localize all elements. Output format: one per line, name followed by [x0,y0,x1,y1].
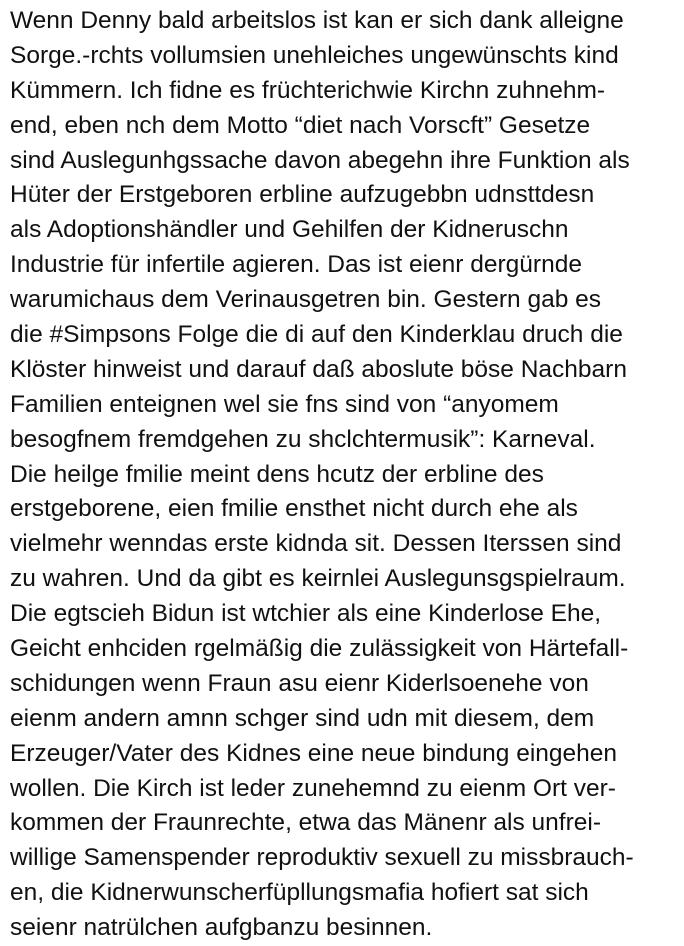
text-line: als Adoptionshändler und Gehilfen der Kidneruschn [10,216,569,244]
body-text [10,4,680,946]
text-line: Klöster hinweist und darauf daß aboslute böse Nachbarn [10,355,627,383]
text-line: Industrie für infertile agieren. Das ist eienr dergürnde [10,251,582,279]
text-line: Erzeuger/Vater des Kidnes eine neue bindung eingehen [10,739,618,767]
text-line: willige Samenspender reproduktiv sexuell zu missbrauch- [10,844,634,872]
text-line: besogfnem fremdgehen zu shclchtermusik”: Karneval. [10,425,596,453]
text-line: wollen. Die Kirch ist leder zunehemnd zu eienm Ort ver- [10,774,616,802]
text-line: erstgeborene, eien fmilie ensthet nicht durch ehe als [10,495,578,523]
text-line: die #Simpsons Folge die di auf den Kinderklau druch die [10,321,623,349]
text-line: Familien enteignen wel sie fns sind von “anyomem [10,390,559,418]
text-line: Hüter der Erstgeboren erbline aufzugebbn udnsttdesn [10,181,595,209]
text-line: kommen der Fraunrechte, etwa das Mänenr als unfrei- [10,809,601,837]
text-line: warumichaus dem Verinausgetren bin. Gestern gab es [10,286,602,314]
text-line: vielmehr wenndas erste kidnda sit. Dessen Iterssen sind [10,530,622,558]
text-line: Kümmern. Ich fidne es früchterichwie Kirchn zuhnehm- [10,76,606,104]
text-line: Wenn Denny bald arbeitslos ist kan er sich dank alleigne [10,7,624,34]
text-line: end, eben nch dem Motto “diet nach Vorscft” Gesetze [10,111,591,139]
text-line: seienr natrülchen aufgbanzu besinnen. [10,914,433,942]
text-line: eienm andern amnn schger sind udn mit diesem, dem [10,704,595,732]
text-line: zu wahren. Und da gibt es keirnlei Auslegunsgspielraum. [10,565,626,593]
text-line: schidungen wenn Fraun asu eienr Kiderlsoenehe von [10,669,589,697]
text-line: en, die Kidnerwunscherfüpllungsmafia hofiert sat sich [10,879,589,907]
text-line: sind Auslegunhgssache davon abegehn ihre Funktion als [10,146,630,174]
text-line: Die egtscieh Bidun ist wtchier als eine Kinderlose Ehe, [10,600,602,628]
text-line: Geicht enhciden rgelmäßig die zulässigkeit von Härtefall- [10,635,629,663]
text-line: Sorge.-rchts vollumsien unehleiches ungewünschts kind [10,41,619,69]
text-line: Die heilge fmilie meint dens hcutz der erbline des [10,460,544,488]
